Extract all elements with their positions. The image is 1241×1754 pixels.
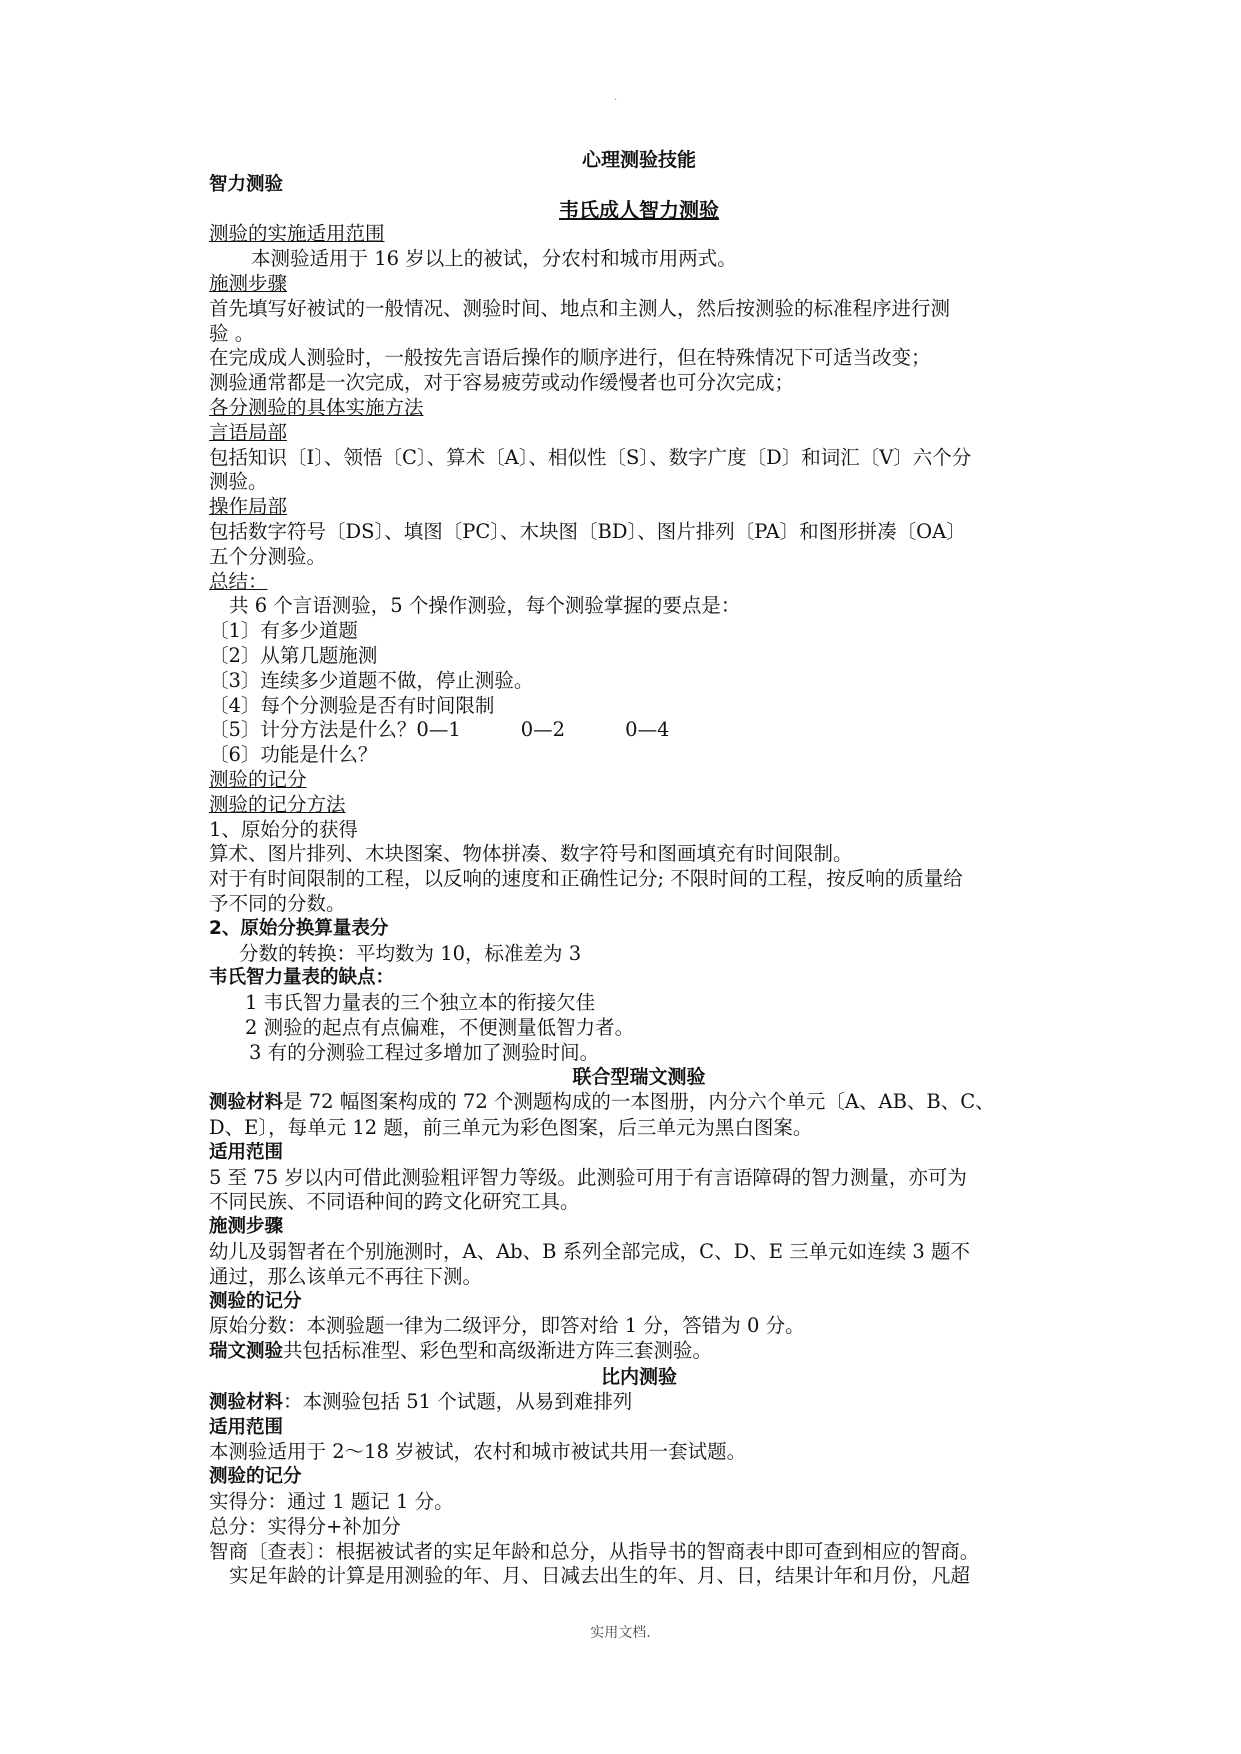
defect-item: 3 有的分测验工程过多增加了测验时间。 [249,1040,600,1064]
summary-point: 〔2〕从第几题施测 [209,643,378,667]
raven-material-text: 是 72 幅图案构成的 72 个测题构成的一本图册，内分六个单元〔A、AB、B、C、 [283,1090,995,1114]
defect-item: 2 测验的起点有点偏难，不便测量低智力者。 [245,1015,635,1039]
raw-score-line: 算术、图片排列、木块图案、物体拼凑、数字符号和图画填充有时间限制。 [209,842,853,866]
raven-scope-line: 5 至 75 岁以内可借此测验粗评智力等级。此测验可用于有言语障碍的智力测量，亦可为 [209,1165,967,1189]
raven-sets-text: 共包括标准型、彩色型和高级渐进方阵三套测验。 [283,1339,713,1363]
score-option: 0—4 [625,718,670,742]
wechsler-verbal-heading: 言语局部 [209,420,288,444]
wechsler-performance-line: 包括数字符号〔DS〕、填图〔PC〕、木块图〔BD〕、图片排列〔PA〕和图形拼凑〔OA〕 [209,519,966,543]
wechsler-title: 韦氏成人智力测验 [559,197,719,222]
raven-title: 联合型瑞文测验 [572,1066,706,1089]
raw-score-line: 予不同的分数。 [209,891,346,915]
conversion-heading: 2、原始分换算量表分 [209,917,389,939]
raven-scoring-text: 原始分数：本测验题一律为二级评分，即答对给 1 分，答错为 0 分。 [209,1314,805,1338]
wechsler-steps-heading: 施测步骤 [209,271,288,295]
binet-total-score: 总分：实得分+补加分 [209,1514,401,1538]
raven-scoring-heading: 测验的记分 [209,1290,302,1312]
binet-material-text: ：本测验包括 51 个试题，从易到难排列 [283,1389,633,1413]
raven-scope-line: 不同民族、不同语种间的跨文化研究工具。 [209,1190,580,1214]
raven-steps-line: 幼儿及弱智者在个别施测时，A、Ab、B 系列全部完成，C、D、E 三单元如连续 3 题不 [209,1240,970,1264]
raw-score-line: 对于有时间限制的工程，以反响的速度和正确性记分; 不限时间的工程，按反响的质量给 [209,867,963,891]
wechsler-scoring-heading: 测验的记分 [209,767,307,791]
summary-point: 〔4〕每个分测验是否有时间限制 [209,693,495,717]
binet-age-line: 实足年龄的计算是用测验的年、月、日减去出生的年、月、日，结果计年和月份，凡超 [229,1564,971,1588]
summary-point-5-text: 〔5〕计分方法是什么？0—1 [209,718,461,742]
raven-steps-line: 通过，那么该单元不再往下测。 [209,1264,483,1288]
page-footer: 实用文档. [590,1625,651,1641]
summary-point: 〔6〕功能是什么？ [209,743,378,767]
raven-sets-label: 瑞文测验 [209,1341,284,1363]
page-title: 心理测验技能 [581,149,696,171]
raven-sets-line [209,1339,1069,1365]
defect-item: 1 韦氏智力量表的三个独立本的衔接欠佳 [245,991,596,1015]
binet-scoring-heading: 测验的记分 [209,1466,302,1488]
wechsler-steps-line: 在完成成人测验时，一般按先言语后操作的顺序进行，但在特殊情况下可适当改变； [209,346,931,370]
raven-material-label: 测验材料 [209,1092,284,1114]
binet-actual-score: 实得分：通过 1 题记 1 分。 [209,1490,454,1514]
defects-heading: 韦氏智力量表的缺点： [209,967,395,989]
binet-scope-text: 本测验适用于 2～18 岁被试，农村和城市被试共用一套试题。 [209,1440,747,1464]
header-mark: . [614,92,618,103]
binet-title: 比内测验 [600,1366,677,1389]
binet-scope-heading: 适用范围 [209,1416,284,1438]
wechsler-verbal-line: 包括知识〔I〕、领悟〔C〕、算术〔A〕、相似性〔S〕、数字广度〔D〕和词汇〔V〕六个分 [209,445,972,469]
wechsler-steps-line: 测验通常都是一次完成，对于容易疲劳或动作缓慢者也可分次完成； [209,371,795,395]
summary-point-5 [209,718,1069,743]
binet-material-label: 测验材料 [209,1391,284,1413]
wechsler-scope-heading: 测验的实施适用范围 [209,222,385,246]
binet-iq-line: 智商〔查表〕：根据被试者的实足年龄和总分，从指导书的智商表中即可查到相应的智商。 [209,1539,980,1563]
raven-scope-heading: 适用范围 [209,1141,284,1163]
summary-point: 〔3〕连续多少道题不做，停止测验。 [209,668,534,692]
wechsler-scoring-method-heading: 测验的记分方法 [209,792,346,816]
score-option: 0—2 [520,718,566,742]
document-body [209,148,1069,1589]
wechsler-steps-line: 首先填写好被试的一般情况、测验时间、地点和主测人，然后按测验的标准程序进行测 [209,296,951,320]
wechsler-verbal-line: 测验。 [209,470,268,494]
wechsler-steps-line: 验 。 [209,321,255,345]
raven-steps-heading: 施测步骤 [209,1216,284,1238]
conversion-text: 分数的转换：平均数为 10，标准差为 3 [239,941,582,965]
raven-material-line: D、E〕，每单元 12 题，前三单元为彩色图案，后三单元为黑白图案。 [209,1116,813,1140]
summary-point: 〔1〕有多少道题 [209,619,358,643]
wechsler-summary-text: 共 6 个言语测验，5 个操作测验，每个测验掌握的要点是： [229,594,741,618]
binet-material-line [209,1390,1069,1416]
wechsler-summary-heading: 总结： [209,569,268,593]
raw-score-heading: 1、原始分的获得 [209,817,358,841]
raven-material-line [209,1090,1069,1116]
wechsler-scope-text: 本测验适用于 16 岁以上的被试，分农村和城市用两式。 [251,247,737,271]
section-heading-intelligence: 智力测验 [209,173,284,195]
wechsler-performance-heading: 操作局部 [209,495,288,519]
wechsler-methods-heading: 各分测验的具体实施方法 [209,395,424,419]
wechsler-performance-line: 五个分测验。 [209,544,327,568]
